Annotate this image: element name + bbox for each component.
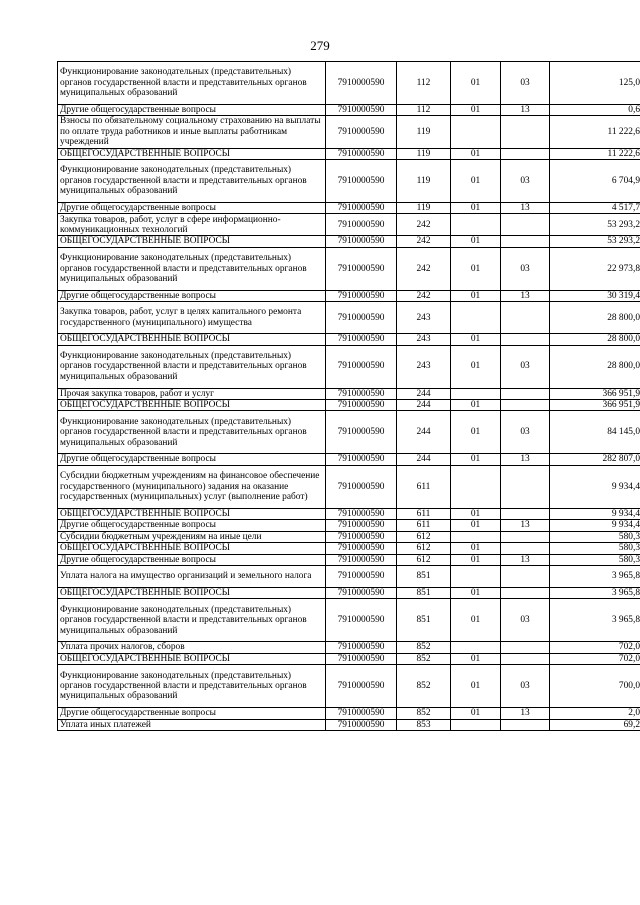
row-amount: 366 951,9 [550, 388, 640, 399]
row-section: 01 [451, 345, 501, 388]
table-row [58, 411, 640, 454]
row-target-code: 7910000590 [326, 411, 397, 454]
row-target-code: 7910000590 [326, 116, 397, 148]
row-section: 01 [451, 247, 501, 290]
row-amount: 125,0 [550, 62, 640, 105]
row-target-code: 7910000590 [326, 160, 397, 203]
row-subsection: 03 [501, 599, 550, 642]
row-target-code: 7910000590 [326, 642, 397, 653]
row-section: 01 [451, 160, 501, 203]
row-expense-type: 119 [397, 203, 451, 214]
row-amount: 580,3 [550, 531, 640, 542]
row-amount: 366 951,9 [550, 400, 640, 411]
row-section [451, 465, 501, 508]
row-section: 01 [451, 554, 501, 565]
row-subsection: 13 [501, 454, 550, 465]
row-amount: 580,3 [550, 554, 640, 565]
row-expense-type: 612 [397, 543, 451, 554]
row-section: 01 [451, 587, 501, 598]
row-subsection: 03 [501, 665, 550, 708]
row-name: Функционирование законодательных (представительных) органов государственной власти и представительных органов муниципальных образований [58, 160, 326, 203]
row-expense-type: 852 [397, 642, 451, 653]
row-subsection: 03 [501, 247, 550, 290]
row-amount: 4 517,7 [550, 203, 640, 214]
row-name: Другие общегосударственные вопросы [58, 290, 326, 301]
row-subsection: 03 [501, 345, 550, 388]
row-target-code: 7910000590 [326, 345, 397, 388]
row-target-code: 7910000590 [326, 653, 397, 664]
row-subsection: 13 [501, 290, 550, 301]
row-expense-type: 244 [397, 400, 451, 411]
row-target-code: 7910000590 [326, 531, 397, 542]
table-row [58, 708, 640, 719]
row-subsection [501, 148, 550, 159]
row-name: Функционирование законодательных (представительных) органов государственной власти и представительных органов муниципальных образований [58, 247, 326, 290]
row-subsection [501, 587, 550, 598]
table-row [58, 653, 640, 664]
row-name: Субсидии бюджетным учреждениям на иные цели [58, 531, 326, 542]
table-row [58, 345, 640, 388]
row-amount: 53 293,2 [550, 214, 640, 236]
row-target-code: 7910000590 [326, 214, 397, 236]
row-amount: 11 222,6 [550, 148, 640, 159]
row-expense-type: 853 [397, 719, 451, 730]
row-expense-type: 244 [397, 411, 451, 454]
row-expense-type: 243 [397, 345, 451, 388]
row-amount: 11 222,6 [550, 116, 640, 148]
row-expense-type: 243 [397, 334, 451, 345]
budget-table [57, 61, 640, 731]
row-name: Другие общегосударственные вопросы [58, 554, 326, 565]
row-subsection [501, 543, 550, 554]
row-name: Другие общегосударственные вопросы [58, 520, 326, 531]
row-name: Функционирование законодательных (представительных) органов государственной власти и представительных органов муниципальных образований [58, 345, 326, 388]
row-target-code: 7910000590 [326, 334, 397, 345]
row-target-code: 7910000590 [326, 708, 397, 719]
row-amount: 0,6 [550, 105, 640, 116]
row-name: Другие общегосударственные вопросы [58, 105, 326, 116]
row-target-code: 7910000590 [326, 565, 397, 587]
row-section: 01 [451, 543, 501, 554]
row-section [451, 116, 501, 148]
row-section [451, 388, 501, 399]
row-section: 01 [451, 708, 501, 719]
row-amount: 22 973,8 [550, 247, 640, 290]
row-amount: 702,0 [550, 642, 640, 653]
row-name: Функционирование законодательных (представительных) органов государственной власти и представительных органов муниципальных образований [58, 599, 326, 642]
row-section: 01 [451, 334, 501, 345]
row-section [451, 719, 501, 730]
row-amount: 6 704,9 [550, 160, 640, 203]
row-expense-type: 244 [397, 388, 451, 399]
row-subsection [501, 400, 550, 411]
row-amount: 3 965,8 [550, 587, 640, 598]
row-subsection: 03 [501, 62, 550, 105]
row-section: 01 [451, 665, 501, 708]
table-row [58, 599, 640, 642]
row-target-code: 7910000590 [326, 62, 397, 105]
row-subsection [501, 565, 550, 587]
table-row [58, 302, 640, 334]
row-amount: 28 800,0 [550, 345, 640, 388]
row-subsection: 03 [501, 160, 550, 203]
row-name: Взносы по обязательному социальному страхованию на выплаты по оплате труда работников и иные выплаты работникам учреждений [58, 116, 326, 148]
row-name: ОБЩЕГОСУДАРСТВЕННЫЕ ВОПРОСЫ [58, 148, 326, 159]
table-row [58, 116, 640, 148]
row-section: 01 [451, 148, 501, 159]
row-name: Другие общегосударственные вопросы [58, 708, 326, 719]
row-subsection [501, 653, 550, 664]
row-subsection [501, 236, 550, 247]
row-target-code: 7910000590 [326, 554, 397, 565]
row-expense-type: 119 [397, 160, 451, 203]
row-section: 01 [451, 599, 501, 642]
row-amount: 28 800,0 [550, 334, 640, 345]
row-expense-type: 112 [397, 105, 451, 116]
row-subsection [501, 642, 550, 653]
row-target-code: 7910000590 [326, 388, 397, 399]
row-subsection: 03 [501, 411, 550, 454]
row-section: 01 [451, 290, 501, 301]
row-target-code: 7910000590 [326, 454, 397, 465]
row-expense-type: 851 [397, 587, 451, 598]
row-amount: 30 319,4 [550, 290, 640, 301]
table-row [58, 247, 640, 290]
row-section [451, 214, 501, 236]
table-row [58, 236, 640, 247]
row-section: 01 [451, 653, 501, 664]
row-name: Уплата налога на имущество организаций и земельного налога [58, 565, 326, 587]
row-expense-type: 852 [397, 665, 451, 708]
table-row [58, 719, 640, 730]
row-target-code: 7910000590 [326, 543, 397, 554]
row-subsection [501, 214, 550, 236]
row-expense-type: 112 [397, 62, 451, 105]
table-row [58, 642, 640, 653]
row-target-code: 7910000590 [326, 247, 397, 290]
row-name: ОБЩЕГОСУДАРСТВЕННЫЕ ВОПРОСЫ [58, 653, 326, 664]
row-expense-type: 244 [397, 454, 451, 465]
row-amount: 28 800,0 [550, 302, 640, 334]
table-row [58, 388, 640, 399]
row-section: 01 [451, 236, 501, 247]
row-amount: 9 934,4 [550, 520, 640, 531]
table-row [58, 148, 640, 159]
row-amount: 3 965,8 [550, 565, 640, 587]
table-row [58, 203, 640, 214]
row-amount: 3 965,8 [550, 599, 640, 642]
row-amount: 282 807,0 [550, 454, 640, 465]
table-row [58, 290, 640, 301]
row-section: 01 [451, 454, 501, 465]
row-name: ОБЩЕГОСУДАРСТВЕННЫЕ ВОПРОСЫ [58, 508, 326, 519]
table-row [58, 587, 640, 598]
row-expense-type: 242 [397, 290, 451, 301]
table-row [58, 160, 640, 203]
table-row [58, 508, 640, 519]
table-row [58, 214, 640, 236]
row-target-code: 7910000590 [326, 105, 397, 116]
row-expense-type: 612 [397, 554, 451, 565]
row-name: Функционирование законодательных (представительных) органов государственной власти и представительных органов муниципальных образований [58, 665, 326, 708]
row-amount: 69,2 [550, 719, 640, 730]
row-target-code: 7910000590 [326, 520, 397, 531]
row-target-code: 7910000590 [326, 587, 397, 598]
table-row [58, 400, 640, 411]
row-amount: 580,3 [550, 543, 640, 554]
row-target-code: 7910000590 [326, 203, 397, 214]
row-subsection: 13 [501, 708, 550, 719]
row-subsection [501, 388, 550, 399]
row-target-code: 7910000590 [326, 465, 397, 508]
row-expense-type: 119 [397, 148, 451, 159]
row-expense-type: 242 [397, 247, 451, 290]
row-expense-type: 852 [397, 708, 451, 719]
table-row [58, 565, 640, 587]
row-section: 01 [451, 203, 501, 214]
row-subsection: 13 [501, 105, 550, 116]
row-amount: 2,0 [550, 708, 640, 719]
row-subsection [501, 531, 550, 542]
table-row [58, 665, 640, 708]
row-expense-type: 611 [397, 508, 451, 519]
row-target-code: 7910000590 [326, 719, 397, 730]
row-name: Функционирование законодательных (представительных) органов государственной власти и представительных органов муниципальных образований [58, 411, 326, 454]
row-expense-type: 611 [397, 520, 451, 531]
row-section: 01 [451, 62, 501, 105]
row-subsection [501, 334, 550, 345]
row-name: Прочая закупка товаров, работ и услуг [58, 388, 326, 399]
row-subsection: 13 [501, 554, 550, 565]
row-expense-type: 243 [397, 302, 451, 334]
row-name: Закупка товаров, работ, услуг в целях капитального ремонта государственного (муниципального) имущества [58, 302, 326, 334]
row-target-code: 7910000590 [326, 302, 397, 334]
row-section: 01 [451, 520, 501, 531]
table-row [58, 531, 640, 542]
row-section: 01 [451, 411, 501, 454]
row-target-code: 7910000590 [326, 665, 397, 708]
row-expense-type: 851 [397, 565, 451, 587]
row-amount: 53 293,2 [550, 236, 640, 247]
row-name: ОБЩЕГОСУДАРСТВЕННЫЕ ВОПРОСЫ [58, 400, 326, 411]
row-section [451, 302, 501, 334]
row-target-code: 7910000590 [326, 400, 397, 411]
row-expense-type: 242 [397, 214, 451, 236]
row-name: ОБЩЕГОСУДАРСТВЕННЫЕ ВОПРОСЫ [58, 236, 326, 247]
table-row [58, 62, 640, 105]
row-name: Уплата иных платежей [58, 719, 326, 730]
row-subsection: 13 [501, 203, 550, 214]
row-section: 01 [451, 400, 501, 411]
row-section [451, 642, 501, 653]
row-name: ОБЩЕГОСУДАРСТВЕННЫЕ ВОПРОСЫ [58, 334, 326, 345]
row-expense-type: 119 [397, 116, 451, 148]
row-amount: 9 934,4 [550, 465, 640, 508]
row-subsection [501, 302, 550, 334]
row-expense-type: 851 [397, 599, 451, 642]
row-name: Другие общегосударственные вопросы [58, 454, 326, 465]
table-row [58, 105, 640, 116]
row-subsection [501, 116, 550, 148]
row-subsection [501, 465, 550, 508]
row-target-code: 7910000590 [326, 290, 397, 301]
table-row [58, 520, 640, 531]
row-name: Субсидии бюджетным учреждениям на финансовое обеспечение государственного (муниципального) задания на оказание государственных (муниципальных) услуг (выполнение работ) [58, 465, 326, 508]
row-section: 01 [451, 105, 501, 116]
row-section [451, 531, 501, 542]
row-section: 01 [451, 508, 501, 519]
table-row [58, 334, 640, 345]
page-number: 279 [310, 38, 330, 53]
row-name: Закупка товаров, работ, услуг в сфере информационно-коммуникационных технологий [58, 214, 326, 236]
row-target-code: 7910000590 [326, 236, 397, 247]
row-amount: 9 934,4 [550, 508, 640, 519]
row-name: Уплата прочих налогов, сборов [58, 642, 326, 653]
row-expense-type: 852 [397, 653, 451, 664]
row-subsection: 13 [501, 520, 550, 531]
row-name: ОБЩЕГОСУДАРСТВЕННЫЕ ВОПРОСЫ [58, 543, 326, 554]
row-name: Другие общегосударственные вопросы [58, 203, 326, 214]
row-target-code: 7910000590 [326, 599, 397, 642]
row-amount: 702,0 [550, 653, 640, 664]
table-row [58, 543, 640, 554]
row-expense-type: 242 [397, 236, 451, 247]
row-target-code: 7910000590 [326, 508, 397, 519]
table-row [58, 454, 640, 465]
row-name: ОБЩЕГОСУДАРСТВЕННЫЕ ВОПРОСЫ [58, 587, 326, 598]
table-row [58, 554, 640, 565]
row-expense-type: 612 [397, 531, 451, 542]
row-subsection [501, 719, 550, 730]
row-subsection [501, 508, 550, 519]
row-amount: 84 145,0 [550, 411, 640, 454]
row-section [451, 565, 501, 587]
row-amount: 700,0 [550, 665, 640, 708]
row-target-code: 7910000590 [326, 148, 397, 159]
row-name: Функционирование законодательных (представительных) органов государственной власти и представительных органов муниципальных образований [58, 62, 326, 105]
row-expense-type: 611 [397, 465, 451, 508]
table-row [58, 465, 640, 508]
